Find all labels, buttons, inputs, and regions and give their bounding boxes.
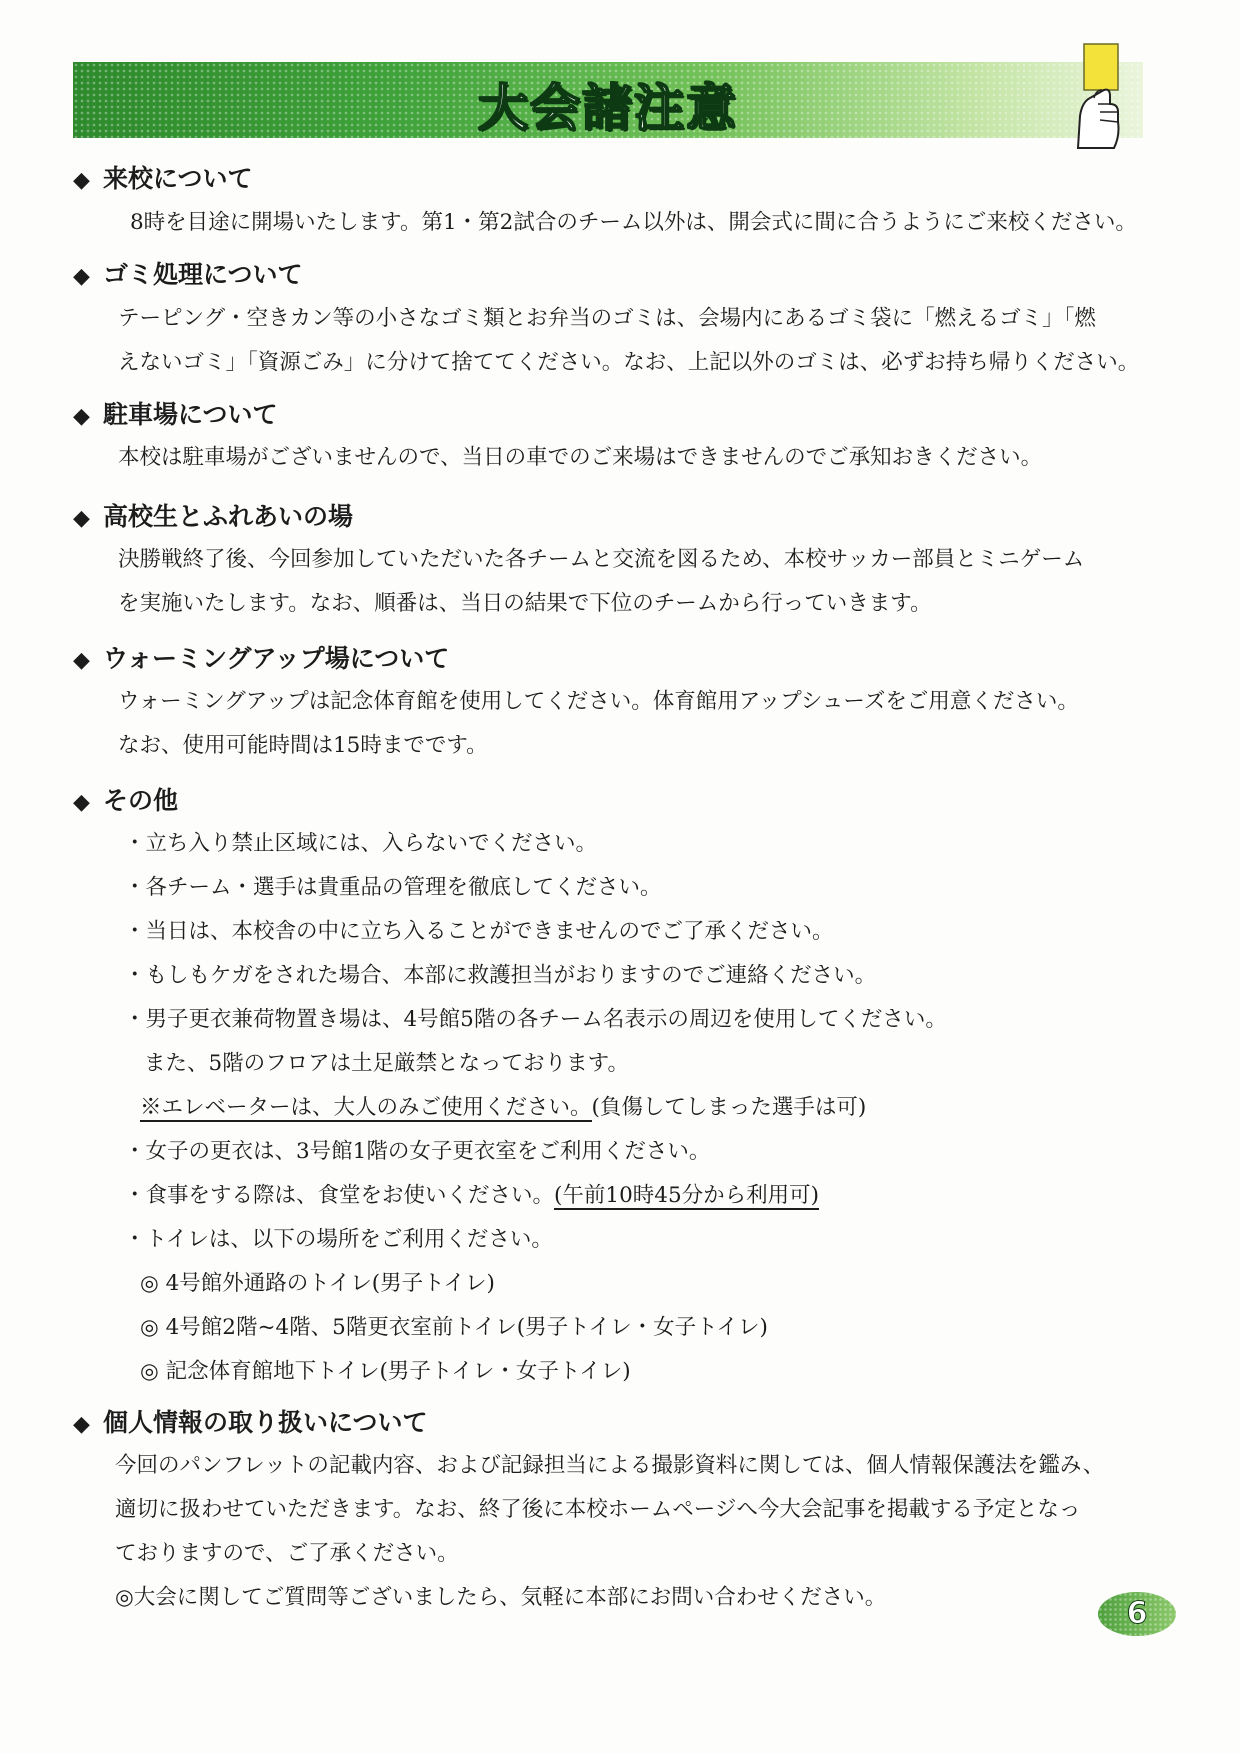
warmup-text-line-1: ウォーミングアップは記念体育館を使用してください。体育館用アップシューズをご用意ください。 — [118, 689, 1079, 714]
exchange-text-line-1: 決勝戦終了後、今回参加していただいた各チームと交流を図るため、本校サッカー部員とミニゲーム — [118, 547, 1085, 572]
other-item-girls-changing: ・女子の更衣は、3号館1階の女子更衣室をご利用ください。 — [124, 1139, 711, 1164]
referee-yellow-card-icon — [1060, 40, 1140, 150]
garbage-text-line-1: テーピング・空きカン等の小さなゴミ類とお弁当のゴミは、会場内にあるゴミ袋に「燃えるゴミ」「燃 — [118, 306, 1096, 331]
toilet-location-1: ◎ 4号館外通路のトイレ(男子トイレ) — [140, 1271, 495, 1296]
heading-garbage: ◆ ゴミ処理について — [73, 258, 303, 293]
other-item-meals — [124, 1181, 819, 1211]
heading-student-exchange: ◆ 高校生とふれあいの場 — [73, 500, 353, 535]
other-item-boys-changing: ・男子更衣兼荷物置き場は、4号館5階の各チーム名表示の周辺を使用してください。 — [124, 1007, 947, 1032]
personal-info-line-3: ておりますので、ご了承ください。 — [115, 1541, 459, 1566]
personal-info-line-1: 今回のパンフレットの記載内容、および記録担当による撮影資料に関しては、個人情報保護法を鑑み、 — [115, 1453, 1105, 1478]
elevator-note-underlined: ※エレベーターは、大人のみご使用ください。 — [140, 1095, 592, 1120]
meals-time-underlined: (午前10時45分から利用可) — [554, 1183, 820, 1208]
diamond-bullet-icon: ◆ — [73, 403, 90, 429]
heading-personal-info: ◆ 個人情報の取り扱いについて — [73, 1406, 428, 1441]
diamond-bullet-icon: ◆ — [73, 263, 90, 289]
heading-arrival: ◆ 来校について — [73, 162, 253, 197]
diamond-bullet-icon: ◆ — [73, 167, 90, 193]
other-item-main-building: ・当日は、本校舎の中に立ち入ることができませんのでご了承ください。 — [124, 919, 834, 944]
other-item-restricted-area: ・立ち入り禁止区域には、入らないでください。 — [124, 831, 598, 856]
title-banner — [73, 62, 1143, 138]
other-item-elevator — [140, 1093, 866, 1123]
heading-parking: ◆ 駐車場について — [73, 398, 278, 433]
page-number-badge: 6 — [1098, 1592, 1176, 1636]
diamond-bullet-icon: ◆ — [73, 647, 90, 673]
inquiry-note: ◎大会に関してご質問等ございましたら、気軽に本部にお問い合わせください。 — [115, 1585, 887, 1610]
elevator-exception: (負傷してしまった選手は可) — [591, 1095, 867, 1120]
other-item-toilets: ・トイレは、以下の場所をご利用ください。 — [124, 1227, 553, 1252]
toilet-location-3: ◎ 記念体育館地下トイレ(男子トイレ・女子トイレ) — [140, 1359, 631, 1384]
page-title: 大会諸注意 — [478, 79, 738, 137]
toilet-location-2: ◎ 4号館2階~4階、5階更衣室前トイレ(男子トイレ・女子トイレ) — [140, 1315, 768, 1340]
exchange-text-line-2: を実施いたします。なお、順番は、当日の結果で下位のチームから行っていきます。 — [118, 591, 932, 616]
parking-text: 本校は駐車場がございませんので、当日の車でのご来場はできませんのでご承知おきください。 — [118, 445, 1043, 470]
other-item-no-shoes: また、5階のフロアは土足厳禁となっております。 — [144, 1051, 629, 1076]
meals-text: ・食事をする際は、食堂をお使いください。 — [124, 1183, 555, 1208]
other-item-valuables: ・各チーム・選手は貴重品の管理を徹底してください。 — [124, 875, 662, 900]
other-item-injury: ・もしもケガをされた場合、本部に救護担当がおりますのでご連絡ください。 — [124, 963, 877, 988]
warmup-text-line-2: なお、使用可能時間は15時までです。 — [118, 733, 488, 758]
diamond-bullet-icon: ◆ — [73, 1411, 90, 1437]
diamond-bullet-icon: ◆ — [73, 505, 90, 531]
garbage-text-line-2: えないゴミ」「資源ごみ」に分けて捨ててください。なお、上記以外のゴミは、必ずお持ち帰りください。 — [118, 350, 1140, 375]
heading-other: ◆ その他 — [73, 784, 178, 819]
heading-warmup-area: ◆ ウォーミングアップ場について — [73, 642, 449, 677]
personal-info-line-2: 適切に扱わせていただきます。なお、終了後に本校ホームページへ今大会記事を掲載する予定となっ — [115, 1497, 1081, 1522]
arrival-text: 8時を目途に開場いたします。第1・第2試合のチーム以外は、開会式に間に合うようにご来校ください。 — [130, 210, 1137, 235]
diamond-bullet-icon: ◆ — [73, 789, 90, 815]
